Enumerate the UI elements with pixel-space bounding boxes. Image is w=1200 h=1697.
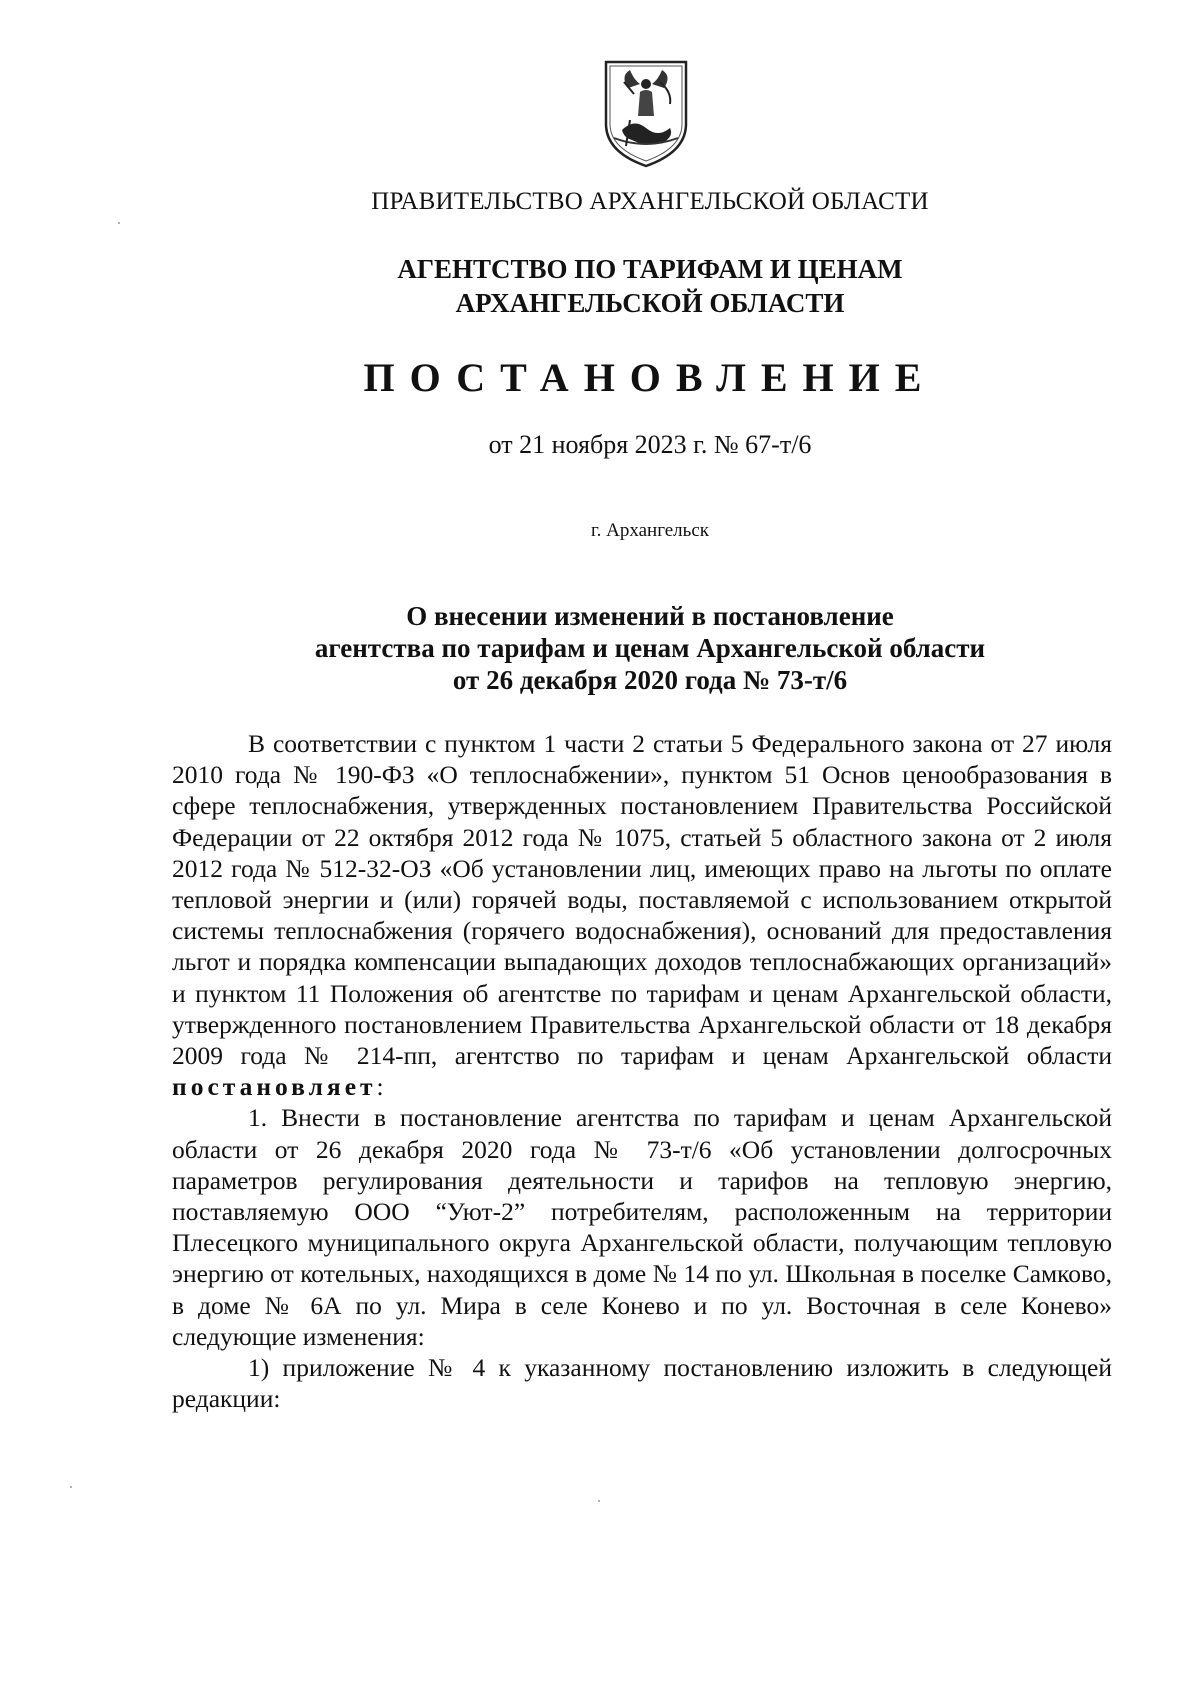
agency-name-line1: АГЕНТСТВО ПО ТАРИФАМ И ЦЕНАМ [397, 254, 903, 284]
title-line2: агентства по тарифам и ценам Архангельской области [314, 633, 986, 663]
agency-name [100, 252, 1200, 320]
preamble-paragraph [172, 728, 1112, 1102]
scan-speck [70, 1486, 72, 1488]
document-body [172, 728, 1112, 1414]
decree-word: постановляет [172, 1072, 377, 1102]
title-line3: от 26 декабря 2020 года № 73-т/6 [452, 665, 848, 695]
arkhangelsk-coat-of-arms-icon [600, 58, 692, 170]
date-and-number: от 21 ноября 2023 г. № 67-т/6 [488, 430, 812, 459]
item-1-paragraph: 1. Внести в постановление агентства по тарифам и ценам Архангельской области от 26 декабря 2020 года № 73-т/6 «Об установлении долгосрочных параметров регулирования деятельности и тарифов на тепловую энергию, поставляемую ООО “Уют-2” потребителям, расположенным на территории Плесецкого муниципального округа Архангельской области, получающим тепловую энергию от котельных, находящихся в доме № 14 по ул. Школьная в поселке Самково, в доме № 6А по ул. Мира в селе Конево и по ул. Восточная в селе Конево» следующие изменения: [172, 1103, 1112, 1351]
agency-name-line2: АРХАНГЕЛЬСКОЙ ОБЛАСТИ [455, 288, 845, 318]
decree-colon: : [376, 1072, 384, 1102]
government-name: ПРАВИТЕЛЬСТВО АРХАНГЕЛЬСКОЙ ОБЛАСТИ [371, 188, 929, 215]
document-type: ПОСТАНОВЛЕНИЕ [363, 355, 937, 400]
preamble-text: В соответствии с пунктом 1 части 2 статьи 5 Федерального закона от 27 июля 2010 года № 190-ФЗ «О теплоснабжении», пунктом 51 Основ ценообразования в сфере теплоснабжения, утвержденных постановлением Правительства Российской Федерации от 22 октября 2012 года № 1075, статьей 5 областного закона от 2 июля 2012 года № 512-32-ОЗ «Об установлении лиц, имеющих право на льготы по оплате тепловой энергии и (или) горячей воды, поставляемой с использованием открытой системы теплоснабжения (горячего водоснабжения), оснований для предоставления льгот и порядка компенсации выпадающих доходов теплоснабжающих организаций» и пунктом 11 Положения об агентстве по тарифам и ценам Архангельской области, утвержденного постановлением Правительства Архангельской области от 18 декабря 2009 года № 214-пп, агентство по тарифам и ценам Архангельской области [172, 729, 1112, 1071]
subitem-1-paragraph: 1) приложение № 4 к указанному постановлению изложить в следующей редакции: [172, 1353, 1112, 1414]
document-title [100, 600, 1200, 696]
place-of-issue: г. Архангельск [590, 520, 709, 541]
scan-speck [598, 1500, 600, 1502]
title-line1: О внесении изменений в постановление [406, 601, 894, 631]
scan-speck [118, 222, 120, 224]
